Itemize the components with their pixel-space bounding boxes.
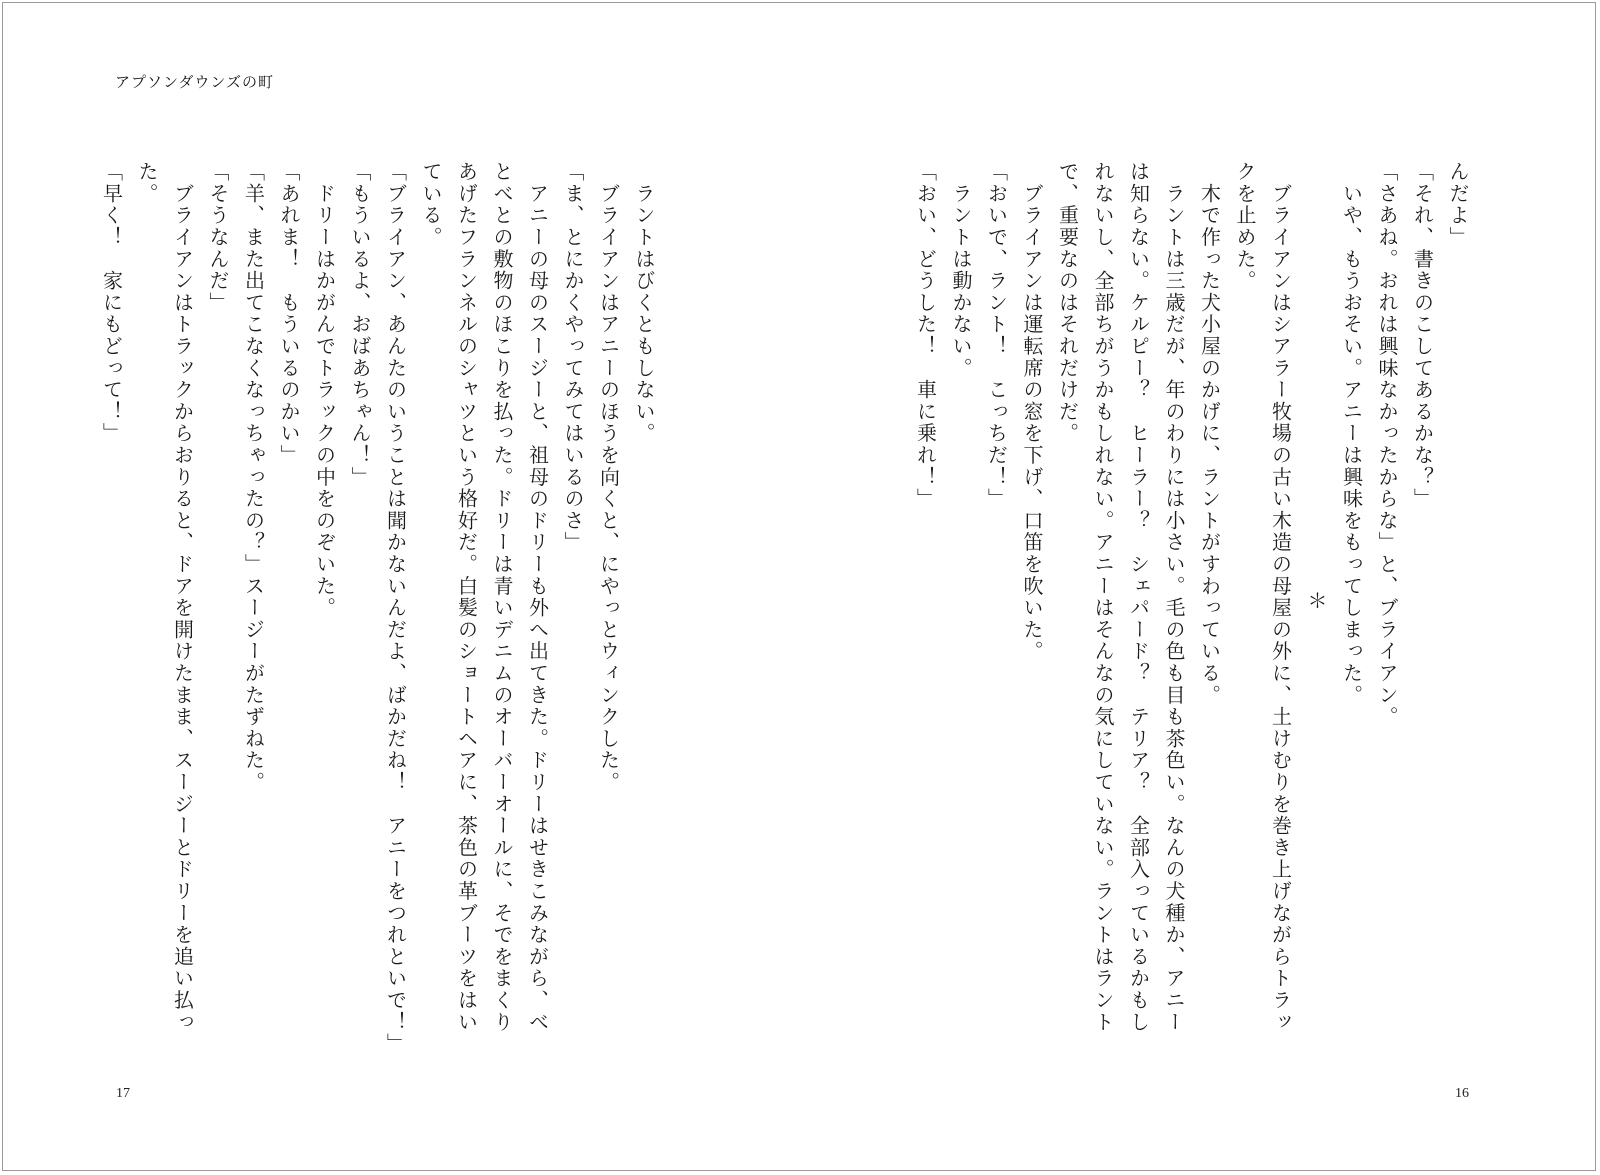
text-line: 「それ、書きのこしてあるかな？」 — [1410, 161, 1435, 510]
running-head: アプソンダウンズの町 — [115, 73, 274, 91]
text-line: ラントはびくともしない。 — [632, 161, 656, 445]
text-line: んだよ」 — [1446, 161, 1470, 249]
text-line: 「ま、とにかくやってみてはいるのさ」 — [561, 161, 585, 554]
text-line: 「あれま！ もういるのかい」 — [277, 161, 301, 467]
text-line: 「おい、どうした！ 車に乗れ！」 — [913, 161, 938, 510]
text-line: ブライアンはアニーのほうを向くと、にやっとウィンクした。 — [596, 161, 621, 794]
text-line: 「もういるよ、おばあちゃん！」 — [348, 161, 372, 488]
text-line: 「そうなんだ」 — [206, 161, 230, 314]
page-number: 17 — [116, 1086, 130, 1101]
text-line: いや、もうおそい。アニーは興味をもってしまった。 — [1339, 161, 1364, 706]
text-line: ラントは三歳だが、年のわりには小さい。毛の色も目も茶色い。なんの犬種か、アニー — [1162, 161, 1186, 1033]
text-line: あげたフランネルのシャツという格好だ。白髪のショートヘアに、茶色の革ブーツをはい — [454, 161, 479, 1033]
text-line: ている。 — [419, 161, 443, 249]
text-line: た。 — [135, 161, 159, 205]
text-line: ラントは動かない。 — [949, 161, 973, 379]
text-line: 「早く！ 家にもどって！」 — [99, 161, 124, 445]
text-line: 「さあね。おれは興味なかったからな」と、ブライアン。 — [1375, 161, 1399, 728]
text-line: ブライアンはトラックからおりると、ドアを開けたまま、スージーとドリーを追い払っ — [170, 161, 195, 1033]
text-line: 木で作った犬小屋のかげに、ラントがすわっている。 — [1197, 161, 1222, 706]
section-break: ＊ — [1304, 590, 1328, 612]
left-page — [3, 3, 800, 1170]
text-line: で、重要なのはそれだけだ。 — [1055, 161, 1080, 445]
left-page-text — [91, 161, 661, 1055]
page-number: 16 — [1455, 1086, 1469, 1101]
text-line: は知らない。ケルピー？ ヒーラー？ シェパード？ テリア？ 全部入っているかもし — [1126, 161, 1151, 1033]
right-page — [800, 3, 1596, 1170]
text-line: クを止めた。 — [1233, 161, 1257, 292]
text-line: 「ブライアン、あんたのいうことは聞かないんだよ、ばかだね！ アニーをつれといで！」 — [383, 161, 408, 1055]
text-line: アニーの母のスージーと、祖母のドリーも外へ出てきた。ドリーはせきこみながら、べ — [525, 161, 550, 1033]
text-line: ブライアンはシアラー牧場の古い木造の母屋の外に、土けむりを巻き上げながらトラッ — [1268, 161, 1293, 1033]
text-line: れないし、全部ちがうかもしれない。アニーはそんなの気にしていない。ラントはラント — [1091, 161, 1115, 1033]
text-line: ドリーはかがんでトラックの中をのぞいた。 — [312, 161, 337, 619]
text-line: ブライアンは運転席の窓を下げ、口笛を吹いた。 — [1020, 161, 1044, 663]
text-line: 「羊、また出てこなくなっちゃったの？」スージーがたずねた。 — [241, 161, 266, 794]
book-spread — [2, 2, 1596, 1171]
text-line: 「おいで、ラント！ こっちだ！」 — [984, 161, 1009, 510]
right-page-text — [895, 161, 1475, 1041]
text-line: とべとの敷物のほこりを払った。ドリーは青いデニムのオーバーオールに、そでをまくり — [490, 161, 514, 1033]
